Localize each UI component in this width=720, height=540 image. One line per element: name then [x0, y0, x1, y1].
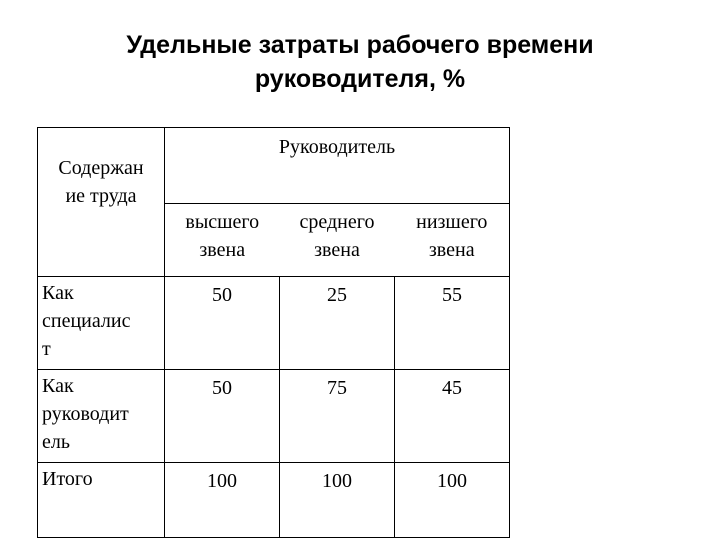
- sub-header-line-1: среднего: [299, 211, 375, 233]
- value-cell: 100: [395, 463, 510, 538]
- header-row-group: [38, 128, 510, 204]
- sub-header-line-2: звена: [314, 239, 360, 261]
- row-label-line: Итого: [42, 468, 93, 490]
- group-header-cell: Руководитель: [165, 128, 510, 204]
- sub-header-line-2: звена: [428, 239, 475, 261]
- row-label-cell: [38, 277, 165, 370]
- value-cell: 100: [280, 463, 395, 538]
- sub-header-line-1: высшего: [185, 211, 260, 233]
- row-label-line: Как: [42, 282, 74, 304]
- row-label-line: специалис: [42, 310, 131, 332]
- table-row: [38, 370, 510, 463]
- row-label-line: руководит: [42, 403, 129, 425]
- sub-header-middle-level: [280, 204, 395, 277]
- value-cell: 75: [280, 370, 395, 463]
- row-label-cell: [38, 370, 165, 463]
- corner-header-line-2: ие труда: [65, 185, 137, 207]
- time-cost-table: [37, 127, 510, 538]
- sub-header-line-1: низшего: [416, 211, 488, 233]
- row-label-line: Как: [42, 375, 74, 397]
- value-cell: 55: [395, 277, 510, 370]
- sub-header-top-level: [165, 204, 280, 277]
- value-cell: 45: [395, 370, 510, 463]
- value-cell: 25: [280, 277, 395, 370]
- value-cell: 50: [165, 277, 280, 370]
- corner-header-cell: [38, 128, 165, 277]
- title-line-2: руководителя, %: [254, 65, 466, 93]
- title-line-1: Удельные затраты рабочего времени: [126, 31, 594, 59]
- table-row: [38, 277, 510, 370]
- table-row-total: [38, 463, 510, 538]
- row-label-cell: [38, 463, 165, 538]
- slide-title: [60, 28, 660, 96]
- row-label-line: ель: [42, 431, 70, 453]
- sub-header-lower-level: [395, 204, 510, 277]
- value-cell: 100: [165, 463, 280, 538]
- sub-header-line-2: звена: [199, 239, 246, 261]
- corner-header-line-1: Содержан: [58, 157, 144, 179]
- value-cell: 50: [165, 370, 280, 463]
- row-label-line: т: [42, 338, 51, 360]
